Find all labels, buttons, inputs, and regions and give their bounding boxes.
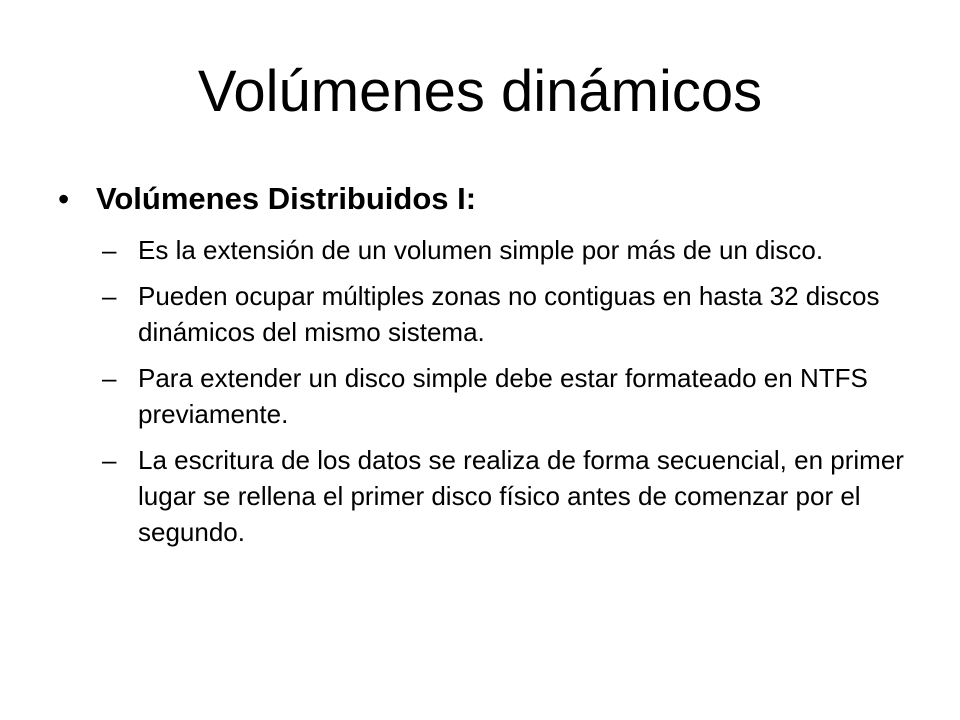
sub-item-text: Para extender un disco simple debe estar formateado en NTFS previamente. <box>138 363 868 429</box>
bullet-heading: Volúmenes Distribuidos I: <box>96 181 477 216</box>
sub-item-text: Pueden ocupar múltiples zonas no contiguas en hasta 32 discos dinámicos del mismo sistema. <box>138 281 880 347</box>
bullet-item <box>58 174 960 224</box>
dash-marker: – <box>102 235 117 265</box>
dash-marker: – <box>102 445 117 475</box>
slide-content <box>0 174 960 560</box>
sub-item-extension <box>102 232 908 268</box>
sub-item-zones <box>102 278 908 350</box>
dash-marker: – <box>102 281 117 311</box>
sub-list <box>0 232 960 550</box>
sub-item-ntfs <box>102 360 908 432</box>
bullet-marker: • <box>58 181 70 217</box>
sub-item-text: Es la extensión de un volumen simple por más de un disco. <box>138 235 824 265</box>
slide-title: Volúmenes dinámicos <box>197 59 763 124</box>
sub-item-text: La escritura de los datos se realiza de forma secuencial, en primer lugar se rellena el primer disco físico antes de comenzar por el segundo. <box>138 445 904 547</box>
dash-marker: – <box>102 363 117 393</box>
sub-item-writing <box>102 442 908 550</box>
